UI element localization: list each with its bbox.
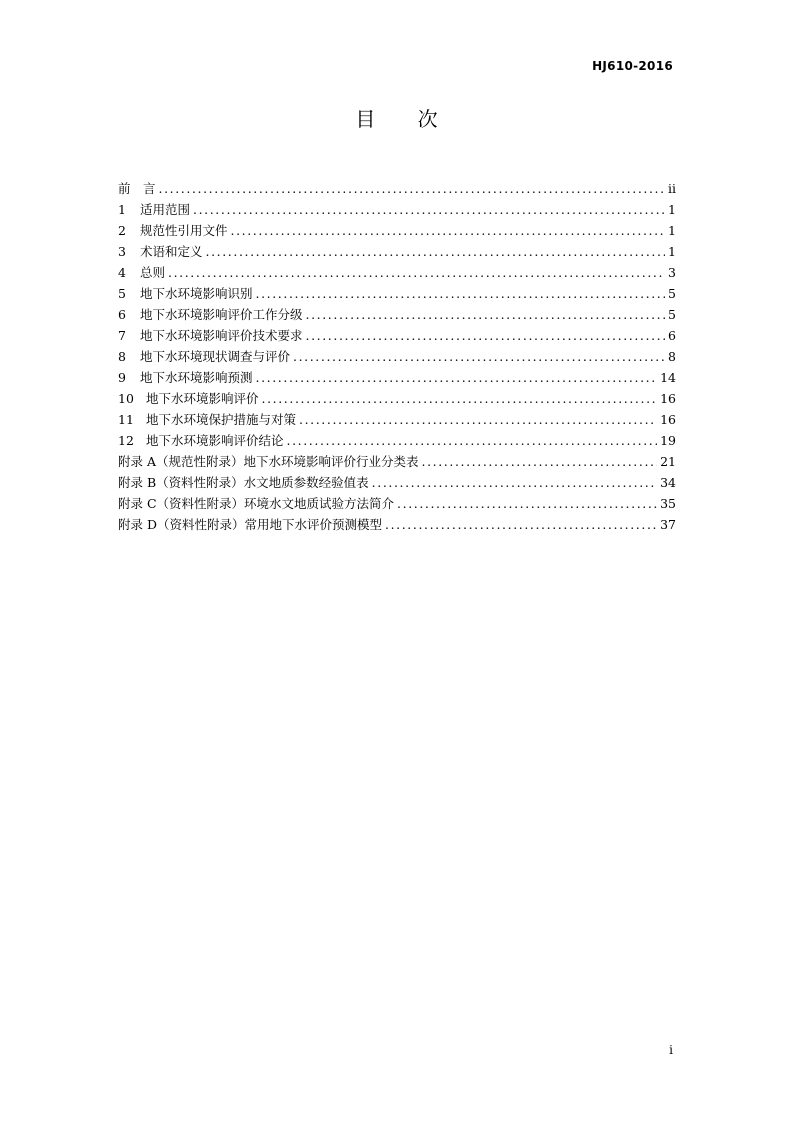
toc-entry-page: 14 — [660, 370, 676, 385]
dot-leader — [306, 325, 666, 346]
toc-entry-page: 16 — [660, 391, 676, 406]
toc-entry-label: 适用范围 — [140, 202, 191, 217]
toc-entry-4[interactable] — [118, 262, 676, 283]
toc-entry-page: 34 — [660, 475, 676, 490]
toc-entry-appendix-b[interactable] — [118, 472, 676, 493]
toc-entry-page: 5 — [668, 307, 676, 322]
toc-entry-page: 21 — [660, 454, 676, 469]
toc-entry-8[interactable] — [118, 346, 676, 367]
toc-entry-page: 16 — [660, 412, 676, 427]
toc-entry-page: 1 — [668, 244, 676, 259]
toc-entry-number: 3 — [118, 244, 126, 259]
page-number: i — [669, 1043, 673, 1057]
toc-entry-number: 2 — [118, 223, 126, 238]
toc-entry-label: 规范性引用文件 — [140, 223, 228, 238]
toc-entry-number: 1 — [118, 202, 126, 217]
toc-entry-page: 1 — [668, 223, 676, 238]
toc-entry-5[interactable] — [118, 283, 676, 304]
toc-entry-number: 5 — [118, 286, 126, 301]
toc-entry-appendix-d[interactable] — [118, 514, 676, 535]
dot-leader — [256, 367, 658, 388]
toc-entry-label: 地下水环境现状调查与评价 — [140, 349, 291, 364]
toc-entry-preface[interactable] — [118, 178, 676, 199]
toc-entry-9[interactable] — [118, 367, 676, 388]
dot-leader — [397, 493, 657, 514]
toc-entry-page: 35 — [660, 496, 676, 511]
dot-leader — [299, 409, 657, 430]
toc-entry-number: 7 — [118, 328, 126, 343]
toc-entry-label: 地下水环境保护措施与对策 — [146, 412, 297, 427]
dot-leader — [262, 388, 658, 409]
dot-leader — [385, 514, 657, 535]
dot-leader — [287, 430, 658, 451]
toc-entry-appendix-c[interactable] — [118, 493, 676, 514]
toc-entry-11[interactable] — [118, 409, 676, 430]
toc-entry-label: 总则 — [140, 265, 166, 280]
toc-entry-label: 附录 D（资料性附录）常用地下水评价预测模型 — [118, 517, 382, 532]
dot-leader — [193, 199, 665, 220]
dot-leader — [231, 220, 666, 241]
toc-entry-1[interactable] — [118, 199, 676, 220]
toc-entry-label: 地下水环境影响识别 — [140, 286, 253, 301]
toc-entry-number: 8 — [118, 349, 126, 364]
toc-entry-label: 地下水环境影响评价技术要求 — [140, 328, 303, 343]
toc-entry-appendix-a[interactable] — [118, 451, 676, 472]
toc-entry-7[interactable] — [118, 325, 676, 346]
dot-leader — [159, 178, 665, 199]
toc-entry-number: 6 — [118, 307, 126, 322]
dot-leader — [306, 304, 666, 325]
dot-leader — [293, 346, 665, 367]
toc-entry-number: 4 — [118, 265, 126, 280]
table-of-contents — [118, 178, 676, 535]
toc-entry-label: 地下水环境影响评价工作分级 — [140, 307, 303, 322]
toc-entry-page: 37 — [660, 517, 676, 532]
dot-leader — [372, 472, 657, 493]
toc-entry-page: 3 — [668, 265, 676, 280]
toc-entry-label: 地下水环境影响评价 — [146, 391, 259, 406]
toc-entry-2[interactable] — [118, 220, 676, 241]
toc-entry-page: 1 — [668, 202, 676, 217]
toc-entry-page: 19 — [660, 433, 676, 448]
toc-entry-12[interactable] — [118, 430, 676, 451]
toc-entry-number: 11 — [118, 412, 134, 427]
toc-entry-page: 8 — [668, 349, 676, 364]
toc-entry-number: 10 — [118, 391, 134, 406]
toc-entry-10[interactable] — [118, 388, 676, 409]
dot-leader — [206, 241, 666, 262]
toc-entry-3[interactable] — [118, 241, 676, 262]
toc-entry-page: ii — [668, 181, 676, 196]
toc-entry-label: 附录 B（资料性附录）水文地质参数经验值表 — [118, 475, 369, 490]
document-code: HJ610-2016 — [592, 59, 673, 73]
toc-entry-number: 12 — [118, 433, 134, 448]
dot-leader — [422, 451, 658, 472]
page-title: 目 次 — [355, 107, 456, 131]
toc-entry-page: 6 — [668, 328, 676, 343]
toc-entry-6[interactable] — [118, 304, 676, 325]
toc-entry-number: 9 — [118, 370, 126, 385]
dot-leader — [256, 283, 666, 304]
toc-entry-label: 地下水环境影响评价结论 — [146, 433, 284, 448]
toc-entry-page: 5 — [668, 286, 676, 301]
toc-entry-label: 附录 A（规范性附录）地下水环境影响评价行业分类表 — [118, 454, 419, 469]
toc-entry-label: 附录 C（资料性附录）环境水文地质试验方法简介 — [118, 496, 395, 511]
toc-entry-label: 前 言 — [118, 181, 156, 196]
toc-entry-label: 术语和定义 — [140, 244, 203, 259]
toc-entry-label: 地下水环境影响预测 — [140, 370, 253, 385]
dot-leader — [168, 262, 665, 283]
